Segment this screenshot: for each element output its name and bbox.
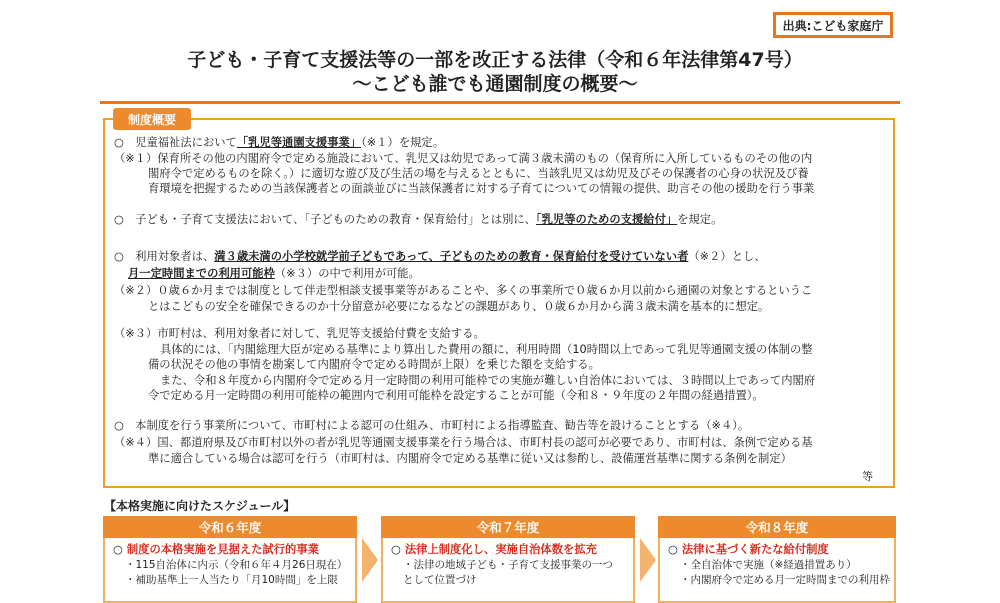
overview-paragraph-4: ○ 本制度を行う事業所について、市町村による認可の仕組み、市町村による指導監査、勧告等を設けることとする（※４）。 xyxy=(114,419,750,432)
schedule-sub: として位置づけ xyxy=(403,574,477,586)
note-3-line: 具体的には、「内閣総理大臣が定める基準により算出した費用の額に、利用時間（10時間以上であって乳児等通園支援の体制の整 xyxy=(160,343,813,356)
overview-paragraph-1: ○ 児童福祉法において「乳児等通園支援事業」（※１）を規定。 xyxy=(114,136,445,149)
schedule-body xyxy=(381,538,635,603)
note-4-line: （※４）国、都道府県及び市町村以外の者が乳児等通園支援事業を行う場合は、市町村長の認可が必要であり、市町村は、条例で定める基 xyxy=(114,436,813,449)
note-3-line: 備の状況その他の事情を勘案して内閣府令で定める時間が上限）を乗じた額を支給する。 xyxy=(148,358,600,371)
schedule-body xyxy=(658,538,896,603)
note-3-line: 令で定める月一定時間の利用可能枠の範囲内で利用可能枠を設定することが可能（令和８・９年度の２年間の経過措置）。 xyxy=(148,389,764,402)
schedule-year: 令和７年度 xyxy=(381,516,635,538)
overview-paragraph-3-cont: 月一定時間までの利用可能枠（※３）の中で利用が可能。 xyxy=(128,267,420,280)
overview-paragraph-2: ○ 子ども・子育て支援法において、「子どものための教育・保育給付」とは別に、「乳児等のための支援給付」を規定。 xyxy=(114,213,723,226)
schedule-title: 【本格実施に向けたスケジュール】 xyxy=(104,499,296,513)
note-2-line: とはこどもの安全を確保できるのか十分留意が必要になるなどの課題があり、０歳６か月から満３歳未満を基本的に想定。 xyxy=(148,300,770,313)
schedule-main: ○ 法律上制度化し、実施自治体数を拡充 xyxy=(391,543,597,556)
etc-mark: 等 xyxy=(862,470,873,483)
note-1-line: 育環境を把握するための当該保護者との面談並びに当該保護者に対する子育てについての情報の提供、助言その他の援助を行う事業 xyxy=(148,182,815,195)
title-line-1: 子ども・子育て支援法等の一部を改正する法律（令和６年法律第47号） xyxy=(187,49,803,71)
schedule-column-2025 xyxy=(381,516,635,603)
title-divider xyxy=(100,101,900,104)
schedule-sub: ・法律の地域子ども・子育て支援事業の一つ xyxy=(403,559,613,571)
schedule-main: ○ 制度の本格実施を見据えた試行的事業 xyxy=(113,543,319,556)
arrow-right-icon xyxy=(640,538,656,582)
schedule-year: 令和８年度 xyxy=(658,516,896,538)
page-title xyxy=(100,48,890,96)
overview-paragraph-3: ○ 利用対象者は、満３歳未満の小学校就学前子どもであって、子どものための教育・保育給付を受けていない者（※２）とし、 xyxy=(114,250,766,263)
schedule-sub: ・内閣府令で定める月一定時間までの利用枠 xyxy=(680,574,890,586)
note-4-line: 準に適合している場合は認可を行う（市町村は、内閣府令で定める基準に従い又は参酌し、設備運営基準に関する条例を制定） xyxy=(148,452,792,465)
title-line-2: 〜こども誰でも通園制度の概要〜 xyxy=(352,73,638,95)
source-label: 出典:こども家庭庁 xyxy=(773,12,893,38)
note-3-line: また、令和８年度から内閣府令で定める月一定時間の利用可能枠での実施が難しい自治体においては、３時間以上であって内閣府 xyxy=(160,374,816,387)
schedule-body xyxy=(103,538,357,603)
schedule-sub: ・115自治体に内示（令和６年４月26日現在） xyxy=(125,559,348,571)
schedule-year: 令和６年度 xyxy=(103,516,357,538)
note-1-line: （※１）保育所その他の内閣府令で定める施設において、乳児又は幼児であって満３歳未満のもの（保育所に入所しているものその他の内 xyxy=(114,152,813,165)
overview-label: 制度概要 xyxy=(113,108,191,130)
note-1-line: 閣府令で定めるものを除く。）に適切な遊び及び生活の場を与えるとともに、当該乳児又は幼児及びその保護者の心身の状況及び養 xyxy=(148,167,809,180)
note-3-line: （※３）市町村は、利用対象者に対して、乳児等支援給付費を支給する。 xyxy=(114,327,485,340)
arrow-right-icon xyxy=(362,538,378,582)
schedule-column-2026 xyxy=(658,516,896,603)
schedule-sub: ・全自治体で実施（※経過措置あり） xyxy=(680,559,857,571)
note-2-line: （※２）０歳６か月までは制度として伴走型相談支援事業等があることや、多くの事業所で０歳６か月以前から通園の対象とするというこ xyxy=(114,284,813,297)
schedule-column-2024 xyxy=(103,516,357,603)
schedule-sub: ・補助基準上一人当たり「月10時間」を上限 xyxy=(125,574,338,586)
schedule-main: ○ 法律に基づく新たな給付制度 xyxy=(668,543,829,556)
